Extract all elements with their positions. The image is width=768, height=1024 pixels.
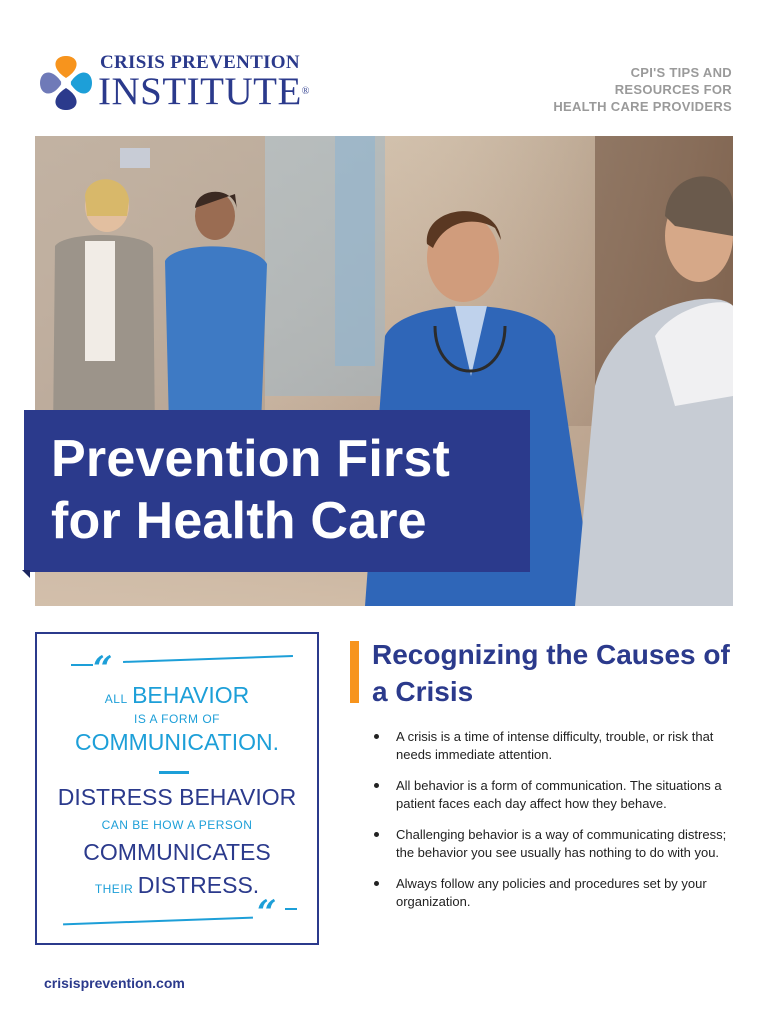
cpi-logo-mark-icon [38, 54, 94, 112]
bullet-item: Challenging behavior is a way of communicating distress; the behavior you see usually has nothing to do with you. [372, 826, 732, 862]
quote-rule [71, 664, 93, 666]
bullet-icon [374, 832, 379, 837]
section-accent-bar [350, 641, 359, 703]
bullet-item: A crisis is a time of intense difficulty, trouble, or risk that needs immediate attention. [372, 728, 732, 764]
bullet-icon [374, 734, 379, 739]
tagline-line: HEALTH CARE PROVIDERS [553, 99, 732, 114]
close-quote-icon: “ [257, 893, 277, 933]
logo-text-top: CRISIS PREVENTION [100, 52, 300, 73]
logo-text-bottom: INSTITUTE® [98, 70, 310, 113]
tagline-line: CPI'S TIPS AND [630, 65, 732, 80]
bullet-item: All behavior is a form of communication. The situations a patient faces each day affect how they behave. [372, 777, 732, 813]
section-title: Recognizing the Causes of a Crisis [372, 639, 730, 707]
bullet-list [372, 728, 732, 924]
quote-line-5: CAN BE HOW A PERSON [101, 818, 253, 832]
title-box-fold [22, 570, 30, 578]
bullet-icon [374, 783, 379, 788]
bullet-item: Always follow any policies and procedures set by your organization. [372, 875, 732, 911]
hero-title-line-2: for Health Care [51, 492, 427, 550]
quote-rule [123, 655, 293, 663]
quote-rule [285, 908, 297, 910]
hero-title-line-1: Prevention First [51, 430, 451, 488]
tagline-line: RESOURCES FOR [614, 82, 732, 97]
quote-line-4: DISTRESS BEHAVIOR [57, 784, 297, 810]
quote-line-6: COMMUNICATES [83, 839, 271, 865]
quote-box [35, 632, 319, 945]
quote-line-3: COMMUNICATION. [74, 729, 279, 755]
header-tagline [512, 64, 732, 115]
cpi-logo[interactable] [38, 52, 308, 114]
quote-divider [159, 771, 189, 774]
quote-rule [63, 917, 253, 926]
bullet-icon [374, 881, 379, 886]
quote-line-1: ALL BEHAVIOR [104, 682, 250, 708]
hero-title-box [24, 410, 530, 572]
quote-line-2: IS A FORM OF [133, 712, 220, 726]
quote-line-7: THEIR DISTRESS. [94, 872, 260, 898]
open-quote-icon: “ [93, 649, 113, 689]
website-link[interactable]: crisisprevention.com [44, 975, 185, 991]
